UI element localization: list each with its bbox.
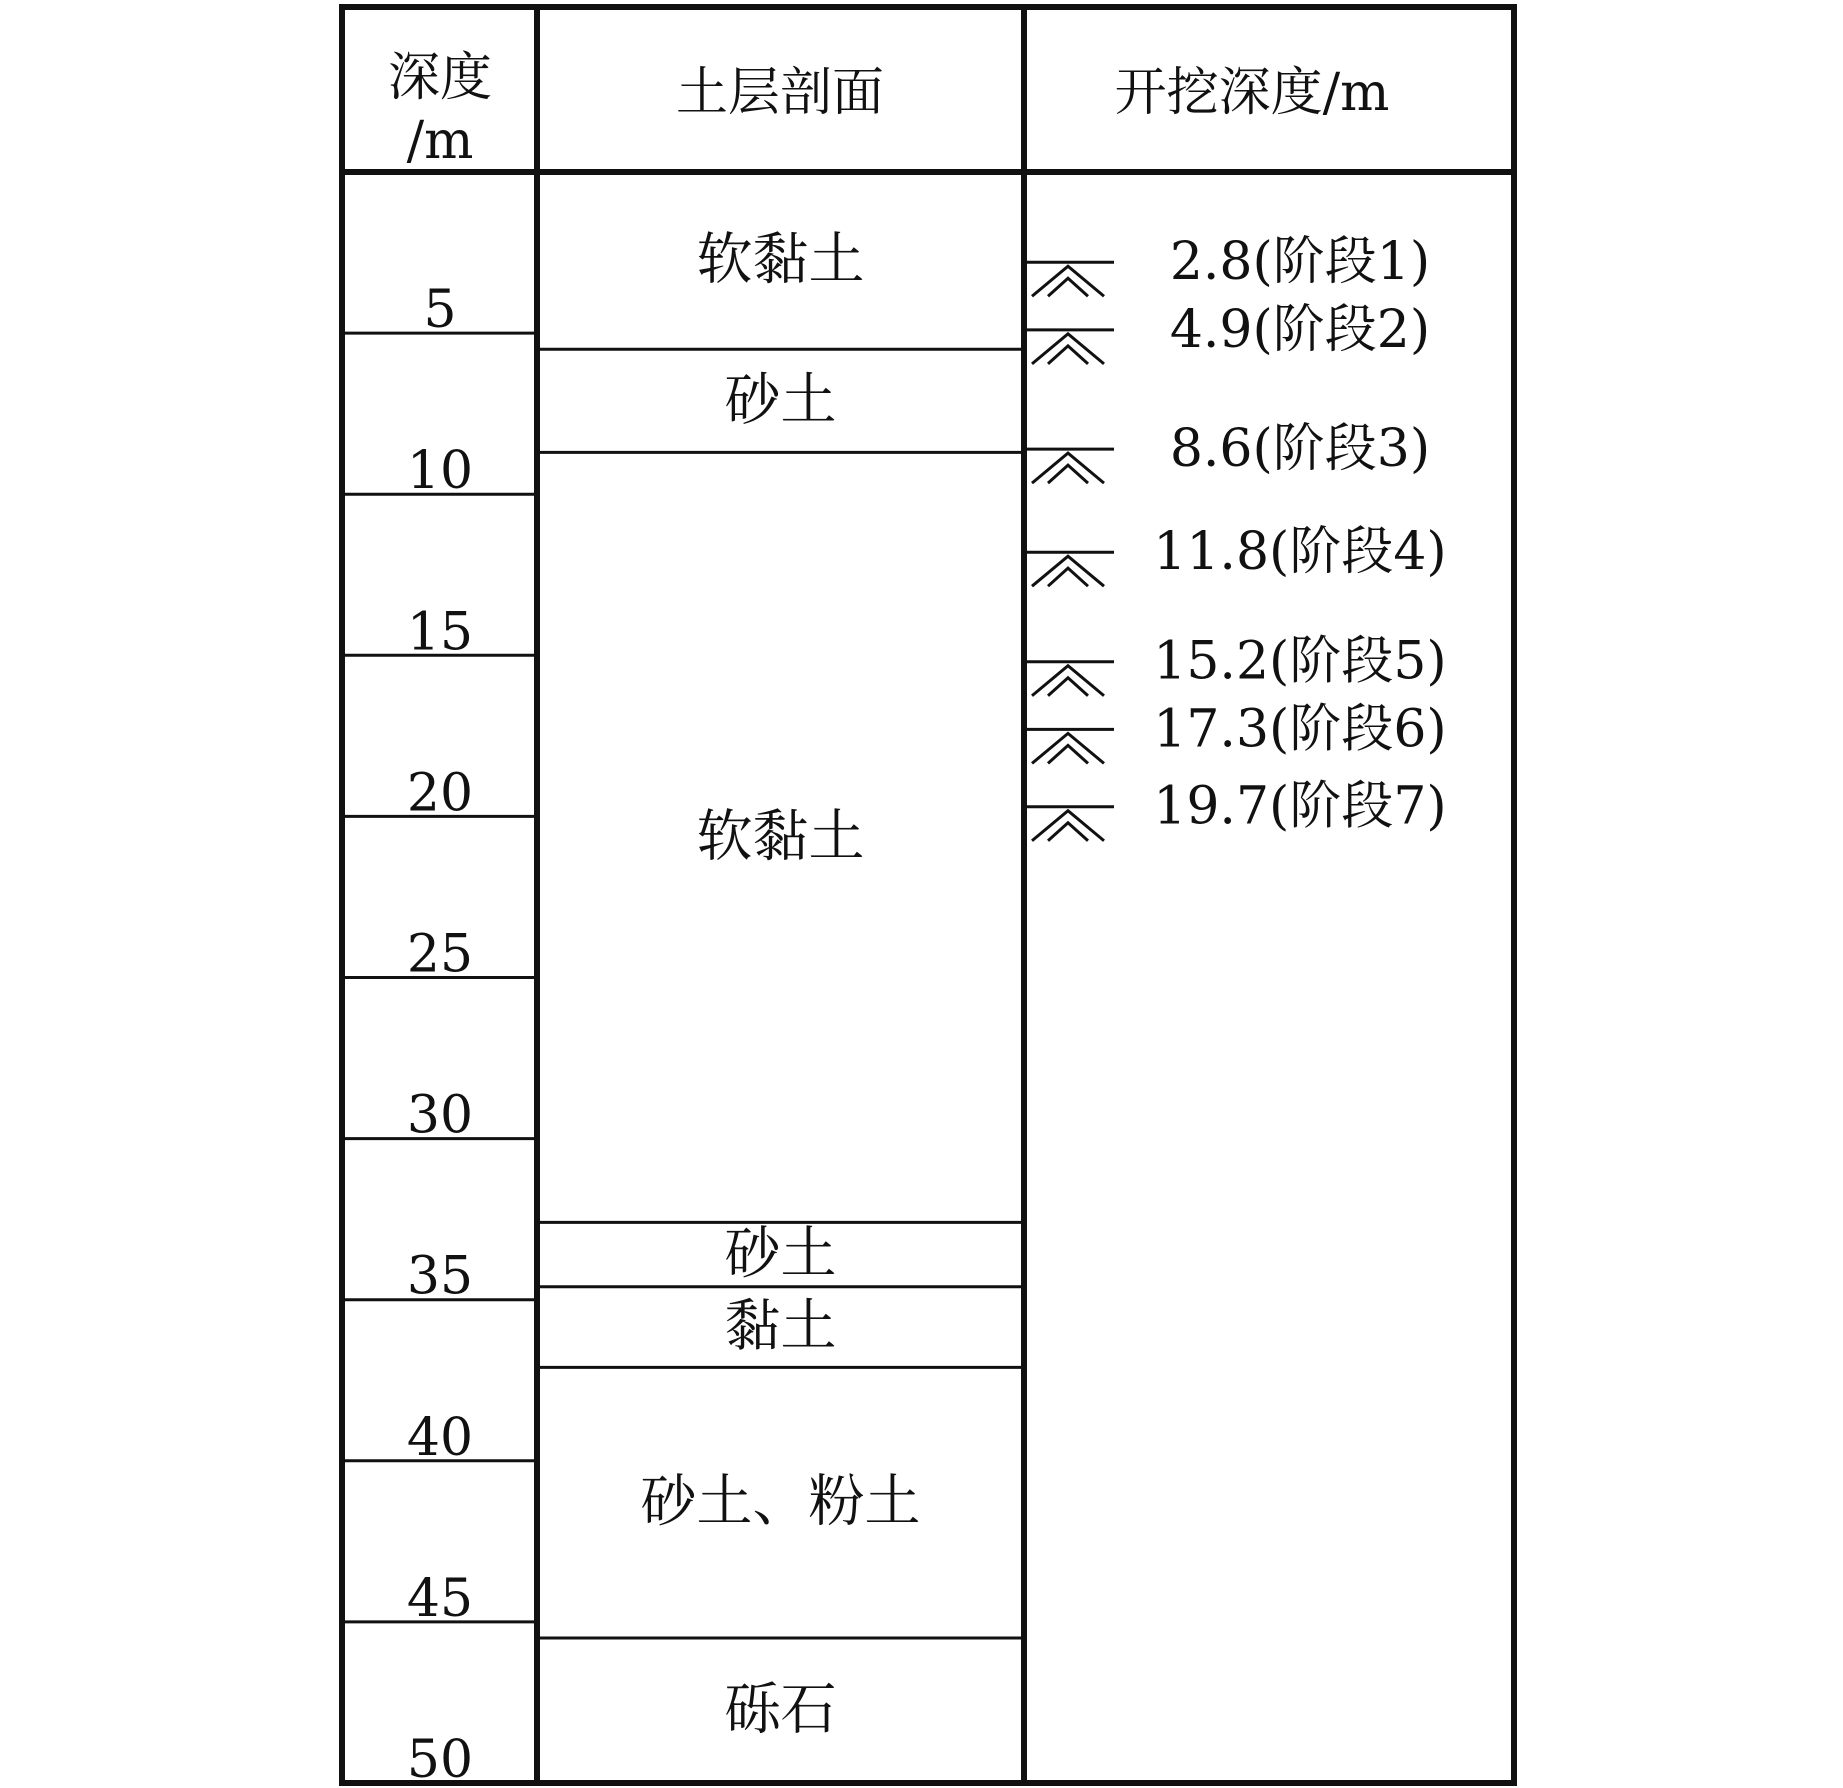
depth-tick-label: 15 [406,602,474,663]
soil-layer-label: 砂土 [724,367,837,433]
excavation-symbol-inner [1048,745,1088,763]
excavation-symbol-outer [1032,811,1104,841]
soil-layer-label: 软黏土 [696,227,865,293]
soil-layer-label: 砾石 [724,1677,837,1743]
excavation-stage-label: 15.2(阶段5) [1153,631,1447,692]
excavation-symbol-inner [1048,278,1088,296]
excavation-stage-marker [1026,300,1430,364]
soil-layers [537,228,1024,1743]
depth-tick-label: 10 [406,441,474,502]
depth-axis [342,280,537,1788]
excavation-stage-label: 17.3(阶段6) [1153,699,1447,760]
depth-tick-label: 40 [406,1407,474,1468]
soil-layer-label: 砂土 [724,1221,837,1287]
soil-layer-label: 黏土 [724,1294,837,1360]
soil-layer-label: 砂土、粉土 [640,1469,921,1535]
excavation-symbol-inner [1048,465,1088,483]
excavation-symbol-inner [1048,346,1088,364]
excavation-symbol-outer [1032,334,1104,364]
excavation-stage-marker [1026,419,1430,483]
soil-layer-label: 软黏土 [696,804,865,870]
header-profile-label: 土层剖面 [675,63,885,123]
excavation-symbol-outer [1032,666,1104,696]
depth-tick-label: 30 [406,1085,474,1146]
excavation-stage-marker [1026,699,1447,763]
excavation-stage-marker [1026,632,1447,696]
excavation-stage-label: 4.9(阶段2) [1169,299,1431,360]
excavation-stage-marker [1026,777,1447,841]
excavation-stage-label: 2.8(阶段1) [1169,232,1431,293]
depth-tick-label: 5 [423,280,457,341]
excavation-stage-label: 8.6(阶段3) [1169,419,1431,480]
depth-tick-label: 50 [406,1730,474,1788]
depth-tick-label: 45 [406,1568,474,1629]
depth-tick-label: 35 [406,1246,474,1307]
excavation-stage-marker [1026,522,1447,586]
depth-tick-label: 25 [406,924,474,985]
excavation-symbol-outer [1032,556,1104,586]
excavation-symbol-inner [1048,823,1088,841]
excavation-stage-label: 19.7(阶段7) [1153,776,1447,837]
excavation-symbol-outer [1032,266,1104,296]
excavation-symbol-inner [1048,568,1088,586]
excavation-symbol-outer [1032,733,1104,763]
depth-tick-label: 20 [406,763,474,824]
excavation-stage-label: 11.8(阶段4) [1153,522,1447,583]
excavation-stages [1026,232,1447,841]
excavation-stage-marker [1026,232,1430,296]
header-depth-label: 深度 [387,48,493,108]
header-excavation-label: 开挖深度/m [1114,63,1390,123]
excavation-symbol-inner [1048,678,1088,696]
excavation-symbol-outer [1032,453,1104,483]
header-depth-unit: /m [406,111,474,171]
